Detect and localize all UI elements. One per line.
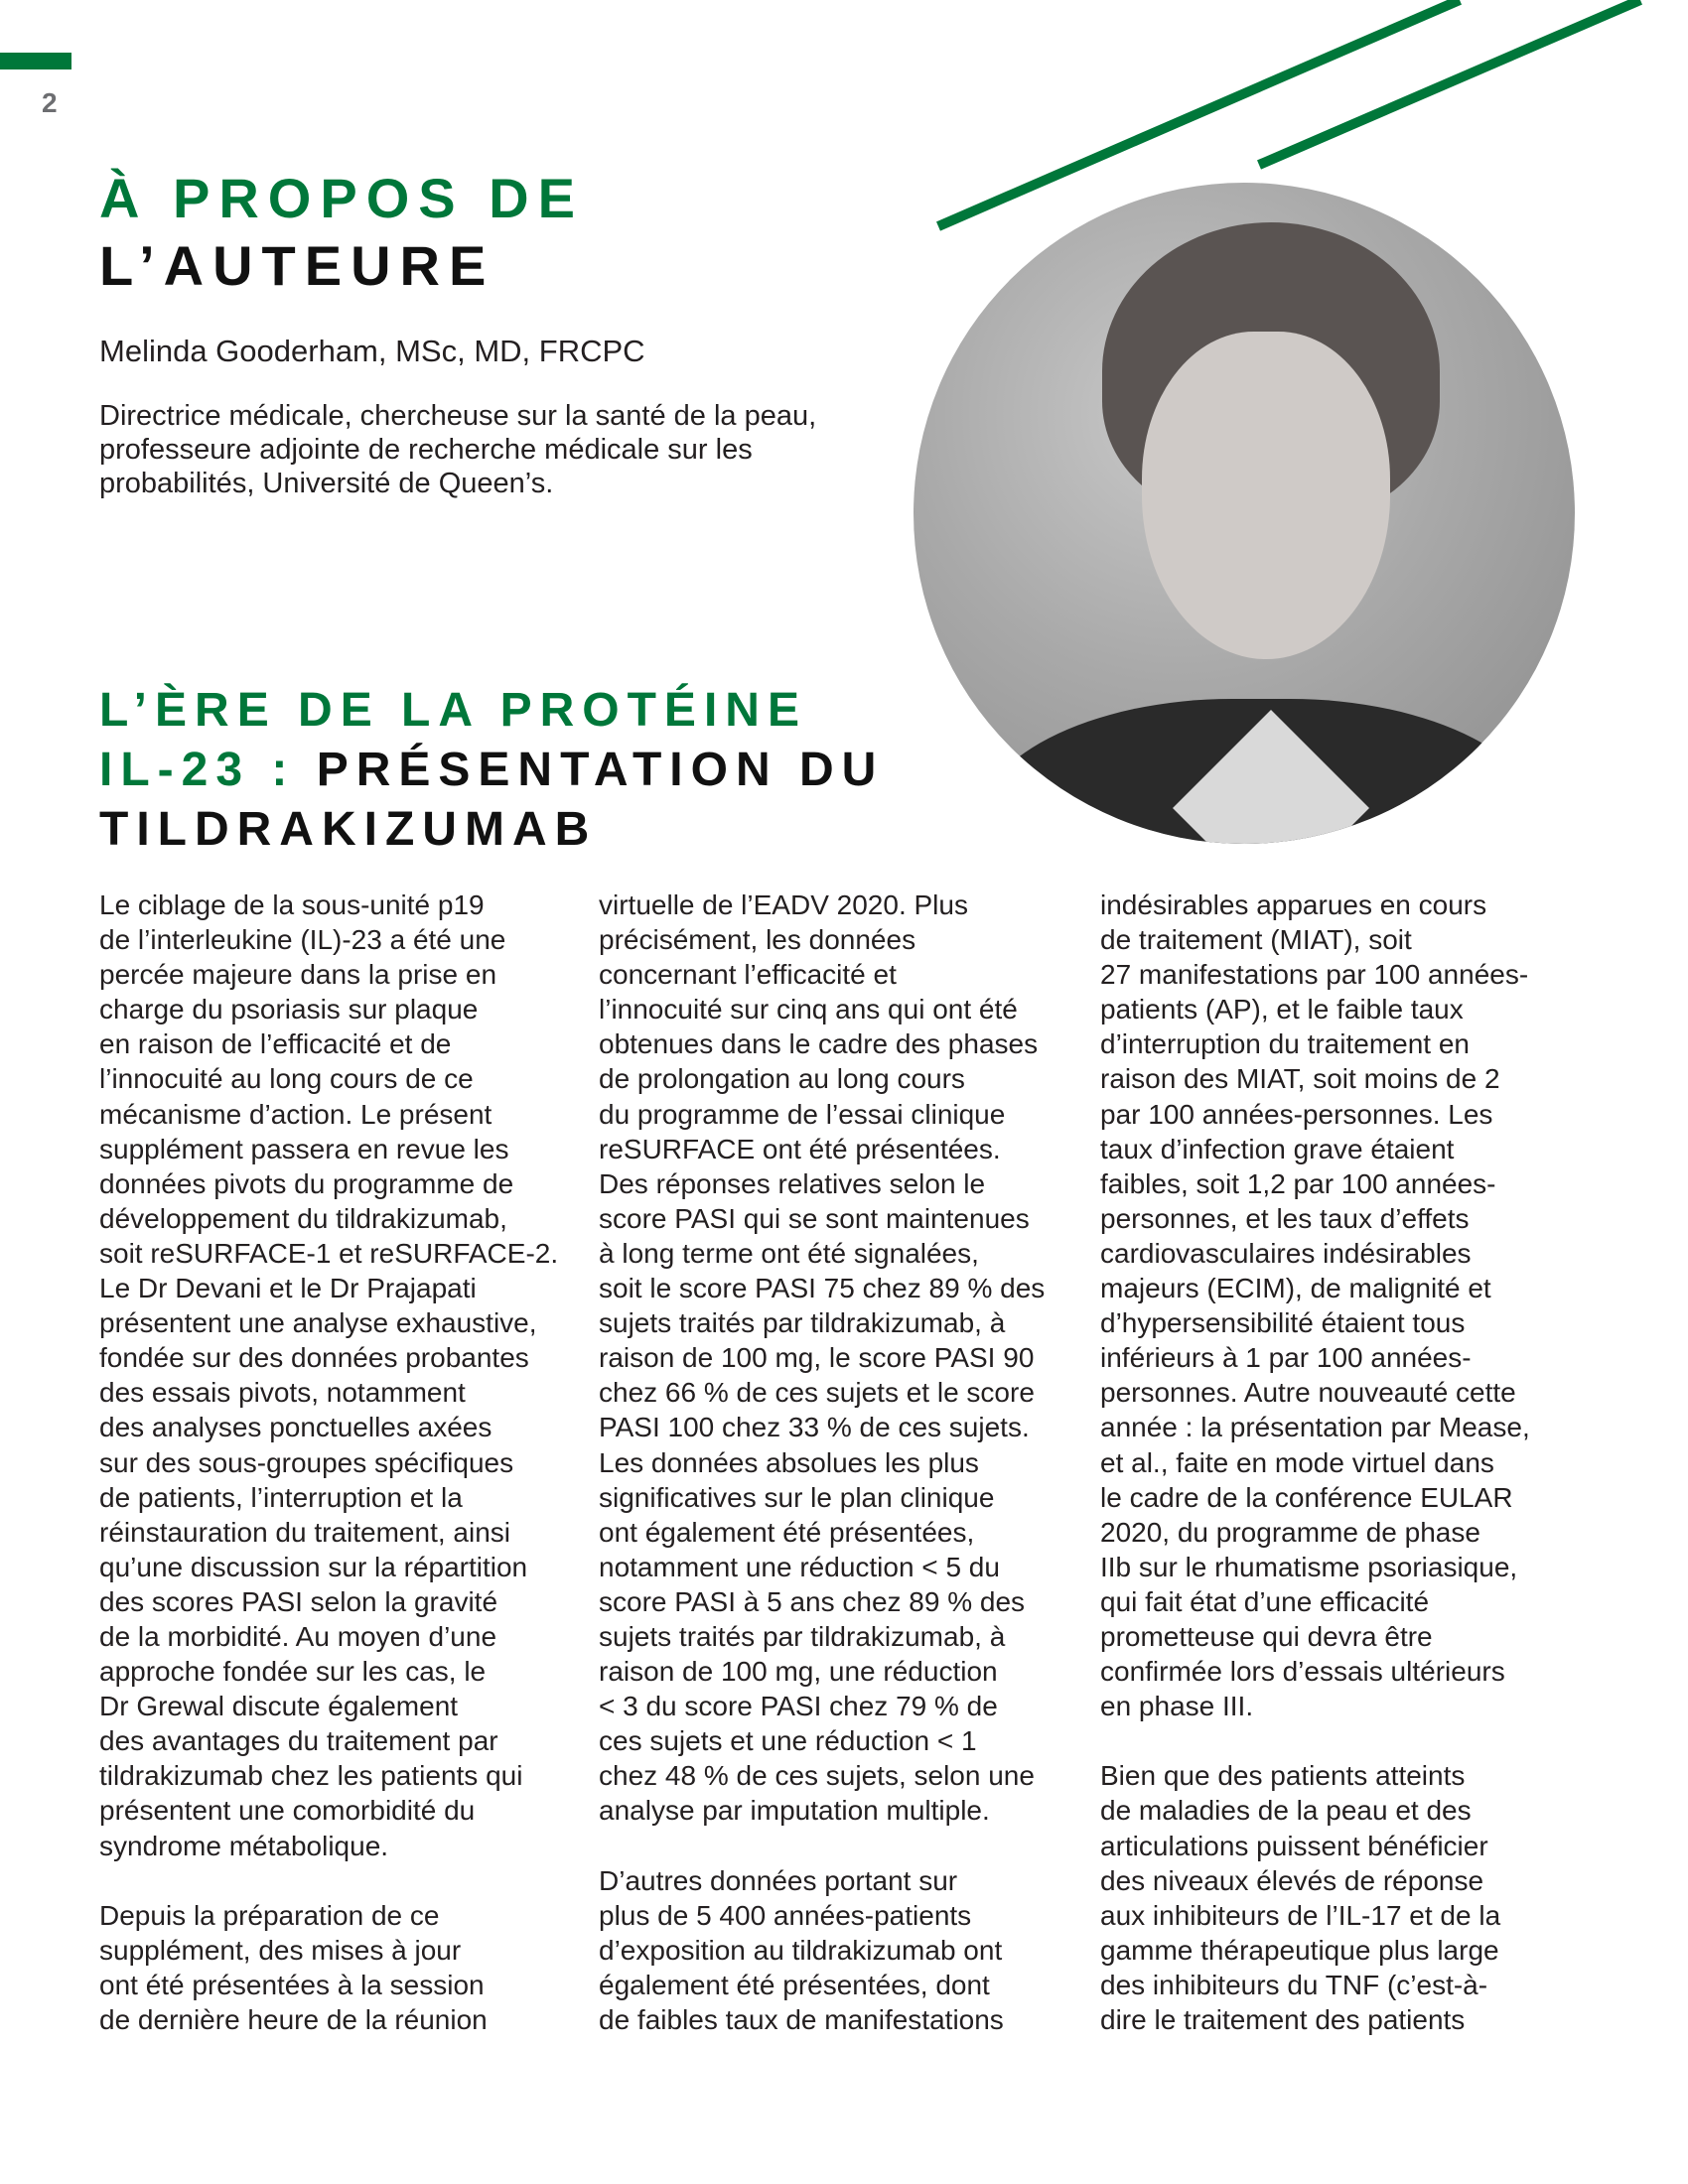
text-line: confirmée lors d’essais ultérieurs xyxy=(1100,1656,1505,1688)
text-line: présentent une comorbidité du xyxy=(99,1795,476,1827)
author-section-title-line2: L’AUTEURE xyxy=(99,234,495,297)
text-line: notamment une réduction < 5 du xyxy=(599,1551,1000,1582)
text-line: des inhibiteurs du TNF (c’est-à- xyxy=(1100,1969,1488,2000)
text-line: en phase III. xyxy=(1100,1691,1254,1722)
text-line: PASI 100 chez 33 % de ces sujets. xyxy=(599,1412,1030,1443)
text-line: qui fait état d’une efficacité xyxy=(1100,1585,1430,1617)
text-line: sujets traités par tildrakizumab, à xyxy=(599,1620,1006,1652)
text-line xyxy=(599,1829,1045,1863)
text-line: sujets traités par tildrakizumab, à xyxy=(599,1307,1006,1339)
author-description: Directrice médicale, chercheuse sur la santé de la peau, professeure adjointe de recherche médicale sur les probabilités, Université de Queen’s. xyxy=(99,400,817,499)
text-line: des niveaux élevés de réponse xyxy=(1100,1864,1484,1896)
text-line: aux inhibiteurs de l’IL-17 et de la xyxy=(1100,1899,1501,1931)
text-line: supplément, des mises à jour xyxy=(99,1934,462,1966)
text-line: développement du tildrakizumab, xyxy=(99,1202,507,1234)
text-line: de prolongation au long cours xyxy=(599,1063,965,1095)
text-line: < 3 du score PASI chez 79 % de xyxy=(599,1691,998,1722)
text-line: tildrakizumab chez les patients qui xyxy=(99,1760,523,1792)
text-line: prometteuse qui devra être xyxy=(1100,1620,1433,1652)
text-line: de traitement (MIAT), soit xyxy=(1100,924,1412,956)
text-line: réinstauration du traitement, ainsi xyxy=(99,1516,510,1548)
text-line: indésirables apparues en cours xyxy=(1100,889,1487,920)
author-photo xyxy=(914,183,1575,844)
text-line: année : la présentation par Mease, xyxy=(1100,1412,1530,1443)
text-line: des scores PASI selon la gravité xyxy=(99,1585,498,1617)
author-name: Melinda Gooderham, MSc, MD, FRCPC xyxy=(99,334,645,368)
article-title-line2-black: PRÉSENTATION DU xyxy=(316,744,885,796)
article-title-line2-green: IL-23 : xyxy=(99,744,296,796)
text-line: analyse par imputation multiple. xyxy=(599,1795,990,1827)
text-line: dire le traitement des patients xyxy=(1100,2004,1466,2035)
text-line: 27 manifestations par 100 années- xyxy=(1100,959,1529,991)
text-line: des analyses ponctuelles axées xyxy=(99,1412,492,1443)
text-line: supplément passera en revue les xyxy=(99,1133,509,1164)
text-line: personnes. Autre nouveauté cette xyxy=(1100,1377,1516,1409)
text-line: raison de 100 mg, le score PASI 90 xyxy=(599,1342,1035,1374)
text-line: de la morbidité. Au moyen d’une xyxy=(99,1620,497,1652)
text-line: qu’une discussion sur la répartition xyxy=(99,1551,528,1582)
text-line: soit reSURFACE-1 et reSURFACE-2. xyxy=(99,1237,559,1269)
text-line: à long terme ont été signalées, xyxy=(599,1237,979,1269)
text-line: approche fondée sur les cas, le xyxy=(99,1656,487,1688)
text-line: d’exposition au tildrakizumab ont xyxy=(599,1934,1003,1966)
text-line: Depuis la préparation de ce xyxy=(99,1899,440,1931)
text-line: personnes, et les taux d’effets xyxy=(1100,1202,1470,1234)
text-line: présentent une analyse exhaustive, xyxy=(99,1307,537,1339)
text-line: D’autres données portant sur xyxy=(599,1864,958,1896)
text-line: gamme thérapeutique plus large xyxy=(1100,1934,1499,1966)
text-line: Des réponses relatives selon le xyxy=(599,1167,986,1199)
article-title-line1: L’ÈRE DE LA PROTÉINE xyxy=(99,684,807,737)
page-number: 2 xyxy=(42,87,58,118)
text-line: virtuelle de l’EADV 2020. Plus xyxy=(599,889,968,920)
text-line: concernant l’efficacité et xyxy=(599,959,897,991)
text-line: des essais pivots, notamment xyxy=(99,1377,466,1409)
text-line: Dr Grewal discute également xyxy=(99,1691,459,1722)
text-line xyxy=(1100,1723,1530,1758)
text-line: de patients, l’interruption et la xyxy=(99,1481,463,1513)
article-title-line3: TILDRAKIZUMAB xyxy=(99,803,598,856)
text-line: score PASI à 5 ans chez 89 % des xyxy=(599,1585,1026,1617)
text-line: plus de 5 400 années-patients xyxy=(599,1899,972,1931)
text-line: majeurs (ECIM), de malignité et xyxy=(1100,1273,1491,1304)
text-line: d’interruption du traitement en xyxy=(1100,1028,1470,1060)
text-line: soit le score PASI 75 chez 89 % des xyxy=(599,1273,1046,1304)
text-line: d’hypersensibilité étaient tous xyxy=(1100,1307,1466,1339)
text-line: mécanisme d’action. Le présent xyxy=(99,1098,492,1130)
article-column-1 xyxy=(99,887,558,2037)
article-column-3 xyxy=(1100,887,1530,2037)
text-line: du programme de l’essai clinique xyxy=(599,1098,1006,1130)
text-line: l’innocuité sur cinq ans qui ont été xyxy=(599,994,1018,1025)
text-line: patients (AP), et le faible taux xyxy=(1100,994,1464,1025)
text-line: fondée sur des données probantes xyxy=(99,1342,529,1374)
text-line: 2020, du programme de phase xyxy=(1100,1516,1480,1548)
text-line: score PASI qui se sont maintenues xyxy=(599,1202,1030,1234)
text-line: cardiovasculaires indésirables xyxy=(1100,1237,1472,1269)
text-line: précisément, les données xyxy=(599,924,916,956)
text-line: ont également été présentées, xyxy=(599,1516,975,1548)
text-line: également été présentées, dont xyxy=(599,1969,990,2000)
diagonal-line-2 xyxy=(1259,0,1640,165)
text-line: significatives sur le plan clinique xyxy=(599,1481,995,1513)
text-line: obtenues dans le cadre des phases xyxy=(599,1028,1039,1060)
text-line: inférieurs à 1 par 100 années- xyxy=(1100,1342,1472,1374)
text-line: en raison de l’efficacité et de xyxy=(99,1028,452,1060)
text-line: de faibles taux de manifestations xyxy=(599,2004,1004,2035)
text-line: de dernière heure de la réunion xyxy=(99,2004,488,2035)
text-line: taux d’infection grave étaient xyxy=(1100,1133,1455,1164)
text-line: ont été présentées à la session xyxy=(99,1969,485,2000)
text-line: le cadre de la conférence EULAR xyxy=(1100,1481,1513,1513)
text-line: raison de 100 mg, une réduction xyxy=(599,1656,998,1688)
text-line xyxy=(99,1863,558,1898)
text-line: de maladies de la peau et des xyxy=(1100,1795,1472,1827)
text-line: chez 48 % de ces sujets, selon une xyxy=(599,1760,1035,1792)
text-line: Le ciblage de la sous-unité p19 xyxy=(99,889,485,920)
text-line: reSURFACE ont été présentées. xyxy=(599,1133,1001,1164)
text-line: charge du psoriasis sur plaque xyxy=(99,994,479,1025)
text-line: chez 66 % de ces sujets et le score xyxy=(599,1377,1035,1409)
text-line: de l’interleukine (IL)-23 a été une xyxy=(99,924,506,956)
text-line: Les données absolues les plus xyxy=(599,1446,979,1478)
text-line: faibles, soit 1,2 par 100 années- xyxy=(1100,1167,1496,1199)
text-line: Le Dr Devani et le Dr Prajapati xyxy=(99,1273,477,1304)
article-column-2 xyxy=(599,887,1045,2037)
text-line: syndrome métabolique. xyxy=(99,1830,389,1861)
text-line: percée majeure dans la prise en xyxy=(99,959,497,991)
text-line: données pivots du programme de xyxy=(99,1167,514,1199)
text-line: sur des sous-groupes spécifiques xyxy=(99,1446,514,1478)
text-line: Bien que des patients atteints xyxy=(1100,1760,1466,1792)
text-line: l’innocuité au long cours de ce xyxy=(99,1063,474,1095)
text-line: raison des MIAT, soit moins de 2 xyxy=(1100,1063,1500,1095)
text-line: par 100 années-personnes. Les xyxy=(1100,1098,1493,1130)
text-line: et al., faite en mode virtuel dans xyxy=(1100,1446,1494,1478)
text-line: ces sujets et une réduction < 1 xyxy=(599,1725,977,1757)
author-section-title-line1: À PROPOS DE xyxy=(99,167,584,229)
text-line: des avantages du traitement par xyxy=(99,1725,498,1757)
text-line: articulations puissent bénéficier xyxy=(1100,1830,1488,1861)
article-title-line2 xyxy=(99,744,885,796)
text-line: IIb sur le rhumatisme psoriasique, xyxy=(1100,1551,1518,1582)
